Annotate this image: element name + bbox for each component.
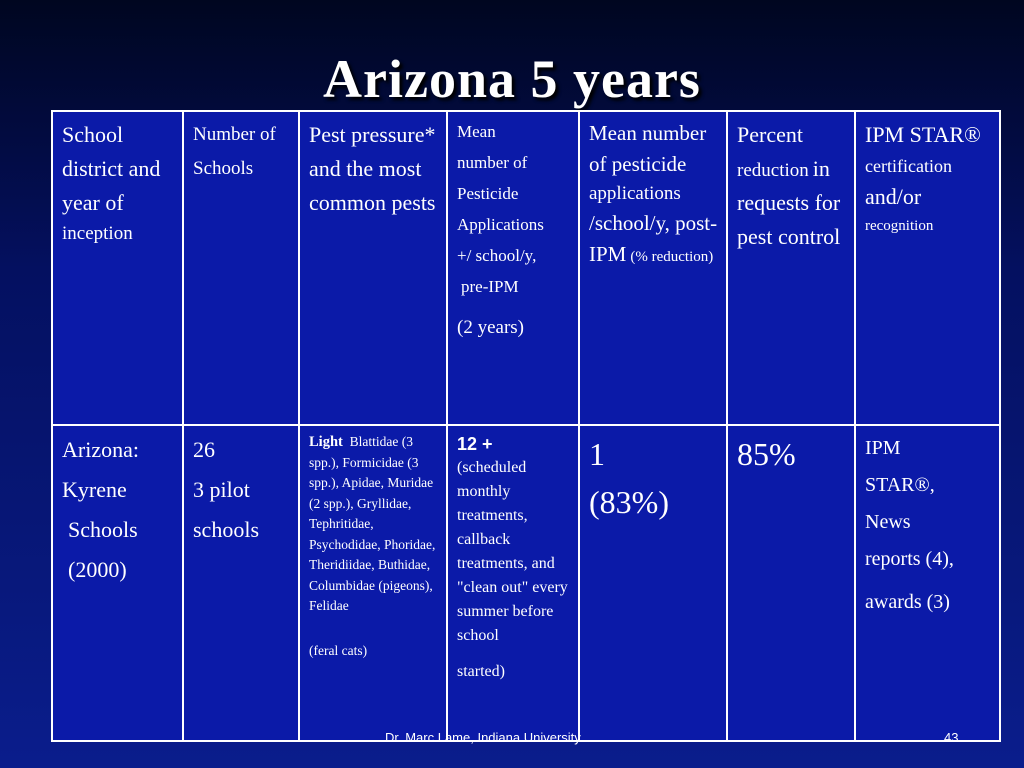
header-number-text: Number of Schools	[193, 124, 276, 179]
district-l3: Schools	[68, 517, 138, 542]
cell-number	[183, 425, 299, 741]
ipm-l1: IPM	[865, 437, 901, 459]
header-postipm-a: Mean number of pesticide	[589, 121, 707, 176]
header-ipm-d: recognition	[865, 218, 934, 234]
header-postipm-d: (% reduction)	[630, 249, 714, 265]
header-ipm-b: certification	[865, 156, 952, 176]
header-cell-pre-ipm	[447, 111, 579, 425]
header-postipm-c: /school/y, post-IPM	[589, 211, 718, 266]
cell-ipm-star	[855, 425, 1000, 741]
header-cell-number	[183, 111, 299, 425]
header-preipm-l6: pre-IPM	[461, 277, 519, 296]
cell-post-ipm	[579, 425, 727, 741]
pest-list: Blattidae (3 spp.), Formicidae (3 spp.), Apidae, Muridae (2 spp.), Gryllidae, Tephritidae, Psychodidae, Phoridae, Theridiidae, Buthidae, Columbidae (pigeons), Felidae	[309, 434, 436, 613]
post-ipm-reduction: (83%)	[589, 484, 669, 520]
header-percent-a: Percent	[737, 122, 803, 147]
header-postipm-b: applications	[589, 183, 681, 204]
cell-district	[52, 425, 183, 741]
pest-pressure-level: Light	[309, 434, 343, 450]
header-preipm-l3: Pesticide	[457, 184, 519, 203]
number-l2: 3 pilot	[193, 477, 250, 502]
header-pest-text: Pest pressure* and the most common pests	[309, 122, 436, 215]
number-l1: 26	[193, 437, 215, 462]
header-preipm-l4: Applications	[457, 215, 544, 234]
percent-reduction-value: 85%	[737, 436, 796, 472]
footer-author: Dr. Marc Lame, Indiana University	[385, 730, 581, 745]
number-l3: schools	[193, 517, 259, 542]
header-district-inception: inception	[62, 223, 133, 244]
header-cell-pest-pressure	[299, 111, 447, 425]
header-percent-b: reduction	[737, 160, 809, 181]
header-preipm-l7: (2 years)	[457, 317, 524, 338]
post-ipm-value: 1	[589, 436, 605, 472]
table-row	[52, 425, 1000, 741]
cell-pre-ipm	[447, 425, 579, 741]
pre-ipm-value: 12 +	[457, 434, 493, 454]
header-preipm-l5: +/ school/y,	[457, 246, 537, 265]
data-table	[51, 110, 1001, 742]
header-row	[52, 111, 1000, 425]
pest-list-last: (feral cats)	[309, 642, 368, 658]
pre-ipm-last: started)	[457, 663, 505, 680]
district-l1: Arizona:	[62, 437, 139, 462]
header-cell-ipm-star	[855, 111, 1000, 425]
district-l2: Kyrene	[62, 477, 127, 502]
pre-ipm-text: (scheduled monthly treatments, callback treatments, and "clean out" every summer before school	[457, 459, 568, 644]
header-cell-post-ipm	[579, 111, 727, 425]
header-cell-percent	[727, 111, 855, 425]
header-cell-district	[52, 111, 183, 425]
ipm-l4: reports (4),	[865, 548, 954, 570]
cell-pests	[299, 425, 447, 741]
ipm-l2: STAR®,	[865, 474, 935, 496]
header-district-text: School district and year of	[62, 122, 161, 215]
slide-title: Arizona 5 years	[323, 49, 701, 109]
header-preipm-l2: number of	[457, 153, 528, 172]
footer-page-number: 43	[944, 730, 959, 745]
cell-percent	[727, 425, 855, 741]
header-preipm-l1: Mean	[457, 122, 496, 141]
header-ipm-c: and/or	[865, 184, 922, 209]
district-l4: (2000)	[68, 557, 127, 582]
ipm-l3: News	[865, 511, 911, 533]
header-percent-c: in requests for pest control	[737, 156, 841, 249]
header-ipm-a: IPM STAR®	[865, 122, 981, 147]
ipm-l5: awards (3)	[865, 591, 950, 613]
